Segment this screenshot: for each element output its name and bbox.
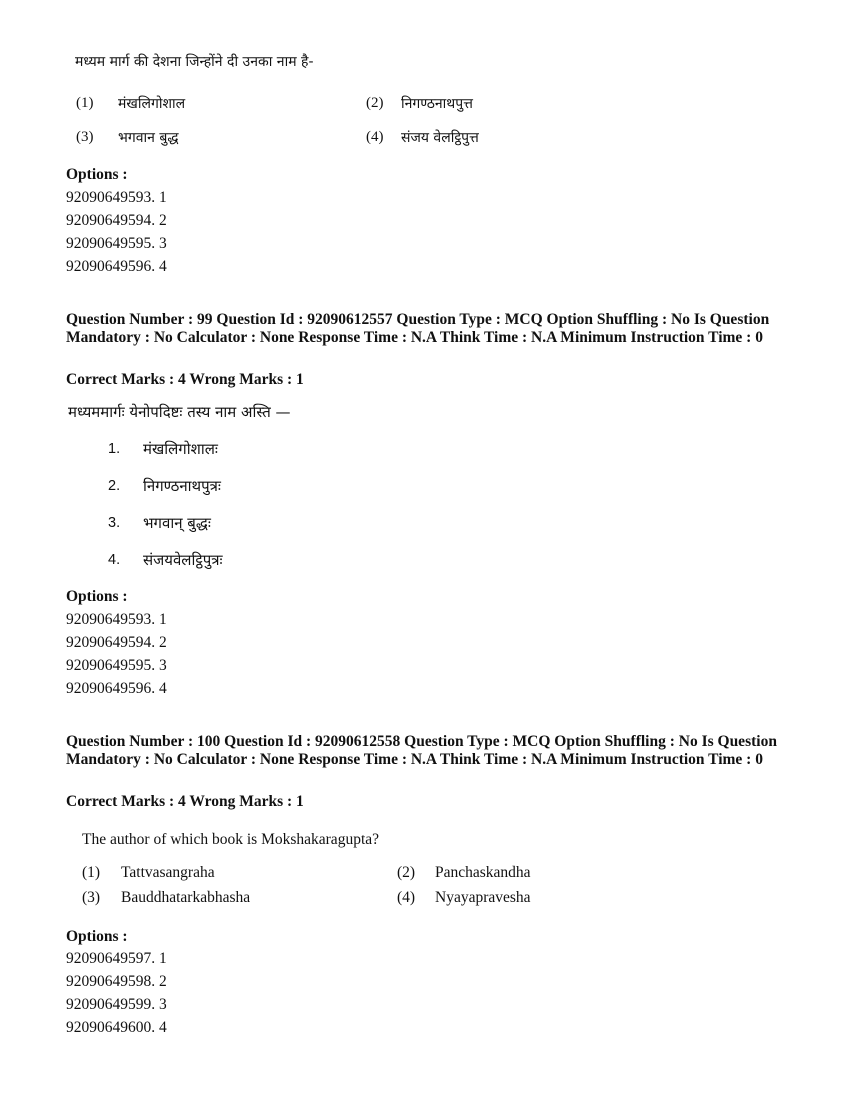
- choice-number: 2.: [108, 478, 121, 494]
- choice-text: संजय वेलट्ठिपुत्त: [401, 130, 479, 146]
- choice-text: निगण्ठनाथपुत्त: [401, 96, 473, 112]
- choice-number: (3): [82, 889, 101, 906]
- option-line: 92090649593. 1: [66, 189, 167, 206]
- choice-text: Panchaskandha: [435, 864, 531, 881]
- question-99-meta: Question Number : 99 Question Id : 92090612557 Question Type : MCQ Option Shuffling : No Is Question Mandatory : No Calculator : None Response Time : N.A Think Time : N.A Minimum Instruction Time : 0: [66, 311, 770, 347]
- choice-number: (2): [366, 95, 384, 111]
- choice-text: मंखलिगोशालः: [143, 440, 218, 458]
- choice-number: (1): [76, 95, 94, 111]
- choice-number: 1.: [108, 441, 121, 457]
- question-100-meta: Question Number : 100 Question Id : 92090612558 Question Type : MCQ Option Shuffling : No Is Question Mandatory : No Calculator : None Response Time : N.A Think Time : N.A Minimum Instruction Time : 0: [66, 733, 777, 769]
- option-line: 92090649594. 2: [66, 634, 167, 651]
- options-label: Options :: [66, 928, 128, 945]
- option-line: 92090649595. 3: [66, 657, 167, 674]
- option-line: 92090649593. 1: [66, 611, 167, 628]
- choice-number: 3.: [108, 515, 121, 531]
- choice-number: (4): [397, 889, 416, 906]
- option-line: 92090649598. 2: [66, 973, 167, 990]
- question-98-text: मध्यम मार्ग की देशना जिन्होंने दी उनका नाम है-: [75, 54, 314, 70]
- question-99-marks: Correct Marks : 4 Wrong Marks : 1: [66, 371, 304, 388]
- option-line: 92090649596. 4: [66, 258, 167, 275]
- question-100-text: The author of which book is Mokshakaragupta?: [82, 831, 380, 848]
- choice-number: (2): [397, 864, 416, 881]
- choice-text: Nyayapravesha: [435, 889, 531, 906]
- choice-text: मंखलिगोशाल: [118, 96, 186, 112]
- question-99-text: मध्यममार्गः येनोपदिष्टः तस्य नाम अस्ति —: [68, 403, 291, 421]
- choice-text: Bauddhatarkabhasha: [121, 889, 251, 906]
- options-label: Options :: [66, 588, 128, 605]
- question-100-marks: Correct Marks : 4 Wrong Marks : 1: [66, 793, 304, 810]
- option-line: 92090649597. 1: [66, 950, 167, 967]
- options-label: Options :: [66, 166, 128, 183]
- choice-text: निगण्ठनाथपुत्रः: [143, 477, 221, 495]
- choice-text: भगवान् बुद्धः: [143, 514, 211, 532]
- choice-number: (3): [76, 129, 94, 145]
- option-line: 92090649594. 2: [66, 212, 167, 229]
- choice-number: 4.: [108, 552, 121, 568]
- option-line: 92090649595. 3: [66, 235, 167, 252]
- choice-number: (1): [82, 864, 101, 881]
- option-line: 92090649600. 4: [66, 1019, 167, 1036]
- choice-text: भगवान बुद्ध: [118, 130, 179, 146]
- choice-text: संजयवेलट्ठिपुत्रः: [143, 551, 223, 569]
- choice-number: (4): [366, 129, 384, 145]
- choice-text: Tattvasangraha: [121, 864, 215, 881]
- option-line: 92090649599. 3: [66, 996, 167, 1013]
- option-line: 92090649596. 4: [66, 680, 167, 697]
